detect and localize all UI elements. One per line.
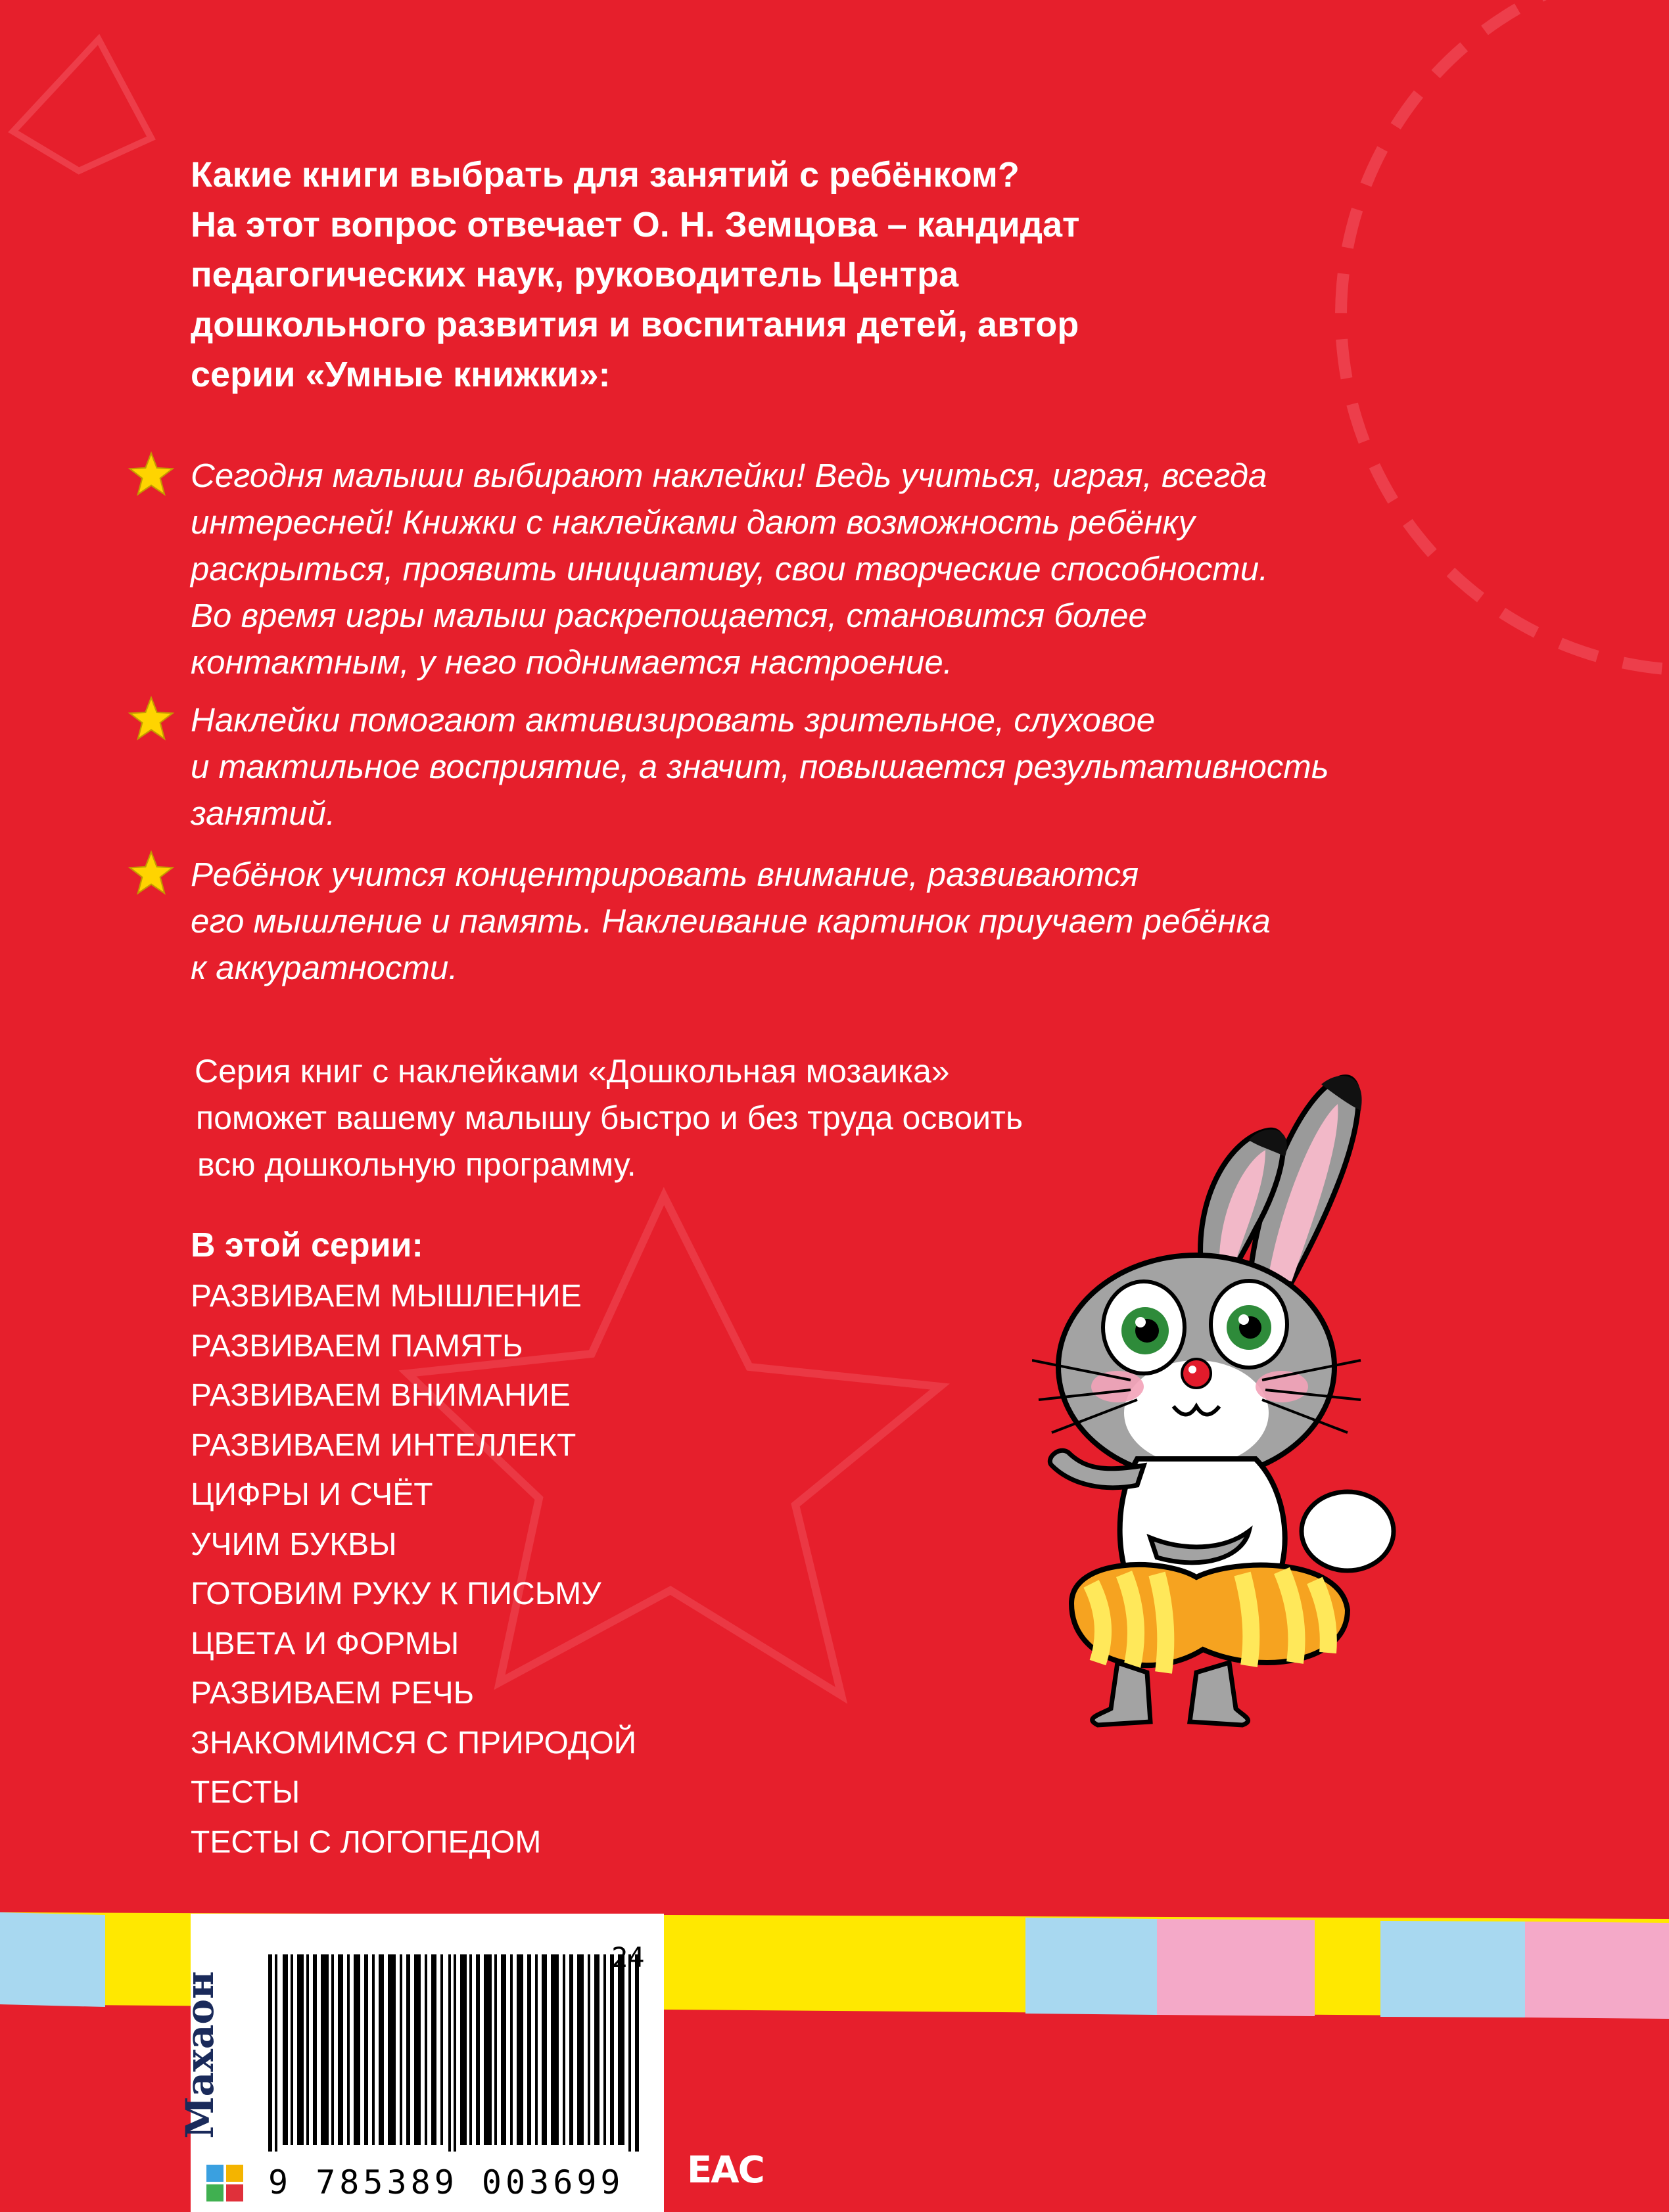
series-title: В этой серии: bbox=[191, 1226, 423, 1264]
series-list-item: РАЗВИВАЕМ ИНТЕЛЛЕКТ bbox=[191, 1427, 576, 1463]
bullet-line: его мышление и память. Наклеивание картинок приучает ребёнка bbox=[191, 902, 1271, 940]
series-list-item: ТЕСТЫ bbox=[191, 1775, 300, 1810]
series-list-item: УЧИМ БУКВЫ bbox=[191, 1527, 397, 1562]
series-desc-line: Серия книг с наклейками «Дошкольная мозаика» bbox=[195, 1053, 950, 1090]
series-list-item: ЦВЕТА И ФОРМЫ bbox=[191, 1626, 459, 1661]
intro-line: На этот вопрос отвечает О. Н. Земцова – кандидат bbox=[191, 205, 1080, 244]
intro-line: дошкольного развития и воспитания детей, автор bbox=[191, 305, 1079, 344]
series-list-item: РАЗВИВАЕМ РЕЧЬ bbox=[191, 1676, 475, 1711]
bullet-item bbox=[191, 697, 1459, 837]
bullet-line: к аккуратности. bbox=[191, 949, 458, 986]
publisher-name: Махаон bbox=[177, 1971, 222, 2139]
series-list-item: РАЗВИВАЕМ МЫШЛЕНИЕ bbox=[191, 1279, 582, 1314]
intro-line: педагогических наук, руководитель Центра bbox=[191, 255, 959, 294]
barcode-bars bbox=[268, 1954, 649, 2152]
barcode-addon-number: 24 bbox=[611, 1941, 645, 1973]
bullet-line: контактным, у него поднимается настроение. bbox=[191, 643, 952, 681]
series-description bbox=[195, 1048, 1115, 1188]
bullet-line: интересней! Книжки с наклейками дают возможность ребёнку bbox=[191, 503, 1195, 541]
bullet-line: Во время игры малыш раскрепощается, становится более bbox=[191, 597, 1147, 634]
series-desc-line: поможет вашему малышу быстро и без труда освоить bbox=[196, 1099, 1023, 1136]
series-desc-line: всю дошкольную программу. bbox=[197, 1146, 636, 1183]
bullet-item bbox=[191, 851, 1459, 991]
bullet-line: и тактильное восприятие, а значит, повышается результативность bbox=[191, 748, 1329, 785]
series-list-item: ТЕСТЫ С ЛОГОПЕДОМ bbox=[191, 1824, 542, 1860]
series-list-item: ЦИФРЫ И СЧЁТ bbox=[191, 1477, 433, 1512]
bullet-line: занятий. bbox=[191, 795, 336, 832]
series-list-item: ЗНАКОМИМСЯ С ПРИРОДОЙ bbox=[191, 1725, 637, 1761]
bullet-line: Ребёнок учится концентрировать внимание, развиваются bbox=[191, 856, 1139, 893]
intro-line: Какие книги выбрать для занятий с ребёнком? bbox=[191, 155, 1020, 195]
series-list bbox=[191, 1272, 636, 1867]
bunny-illustration bbox=[1032, 1032, 1440, 1728]
series-list-item: ГОТОВИМ РУКУ К ПИСЬМУ bbox=[191, 1577, 601, 1611]
series-list-item: РАЗВИВАЕМ ПАМЯТЬ bbox=[191, 1328, 523, 1364]
bullet-line: раскрыться, проявить инициативу, свои творческие способности. bbox=[191, 550, 1269, 588]
intro-line: серии «Умные книжки»: bbox=[191, 355, 611, 394]
background-star-outline bbox=[13, 39, 151, 171]
barcode-number: 9 785389 003699 bbox=[268, 2163, 624, 2201]
eac-certification-mark: EAC bbox=[687, 2149, 764, 2192]
publisher-logo-icon bbox=[205, 2163, 245, 2203]
star-bullet-icon bbox=[128, 850, 175, 897]
bullet-line: Сегодня малыши выбирают наклейки! Ведь учиться, играя, всегда bbox=[191, 457, 1267, 494]
series-list-item: РАЗВИВАЕМ ВНИМАНИЕ bbox=[191, 1378, 571, 1413]
bullet-item bbox=[191, 452, 1459, 685]
star-bullet-icon bbox=[128, 695, 175, 743]
barcode-panel bbox=[177, 1914, 664, 2212]
bullet-line: Наклейки помогают активизировать зрительное, слуховое bbox=[191, 701, 1156, 739]
intro-paragraph bbox=[191, 150, 1440, 400]
star-bullet-icon bbox=[128, 451, 175, 498]
